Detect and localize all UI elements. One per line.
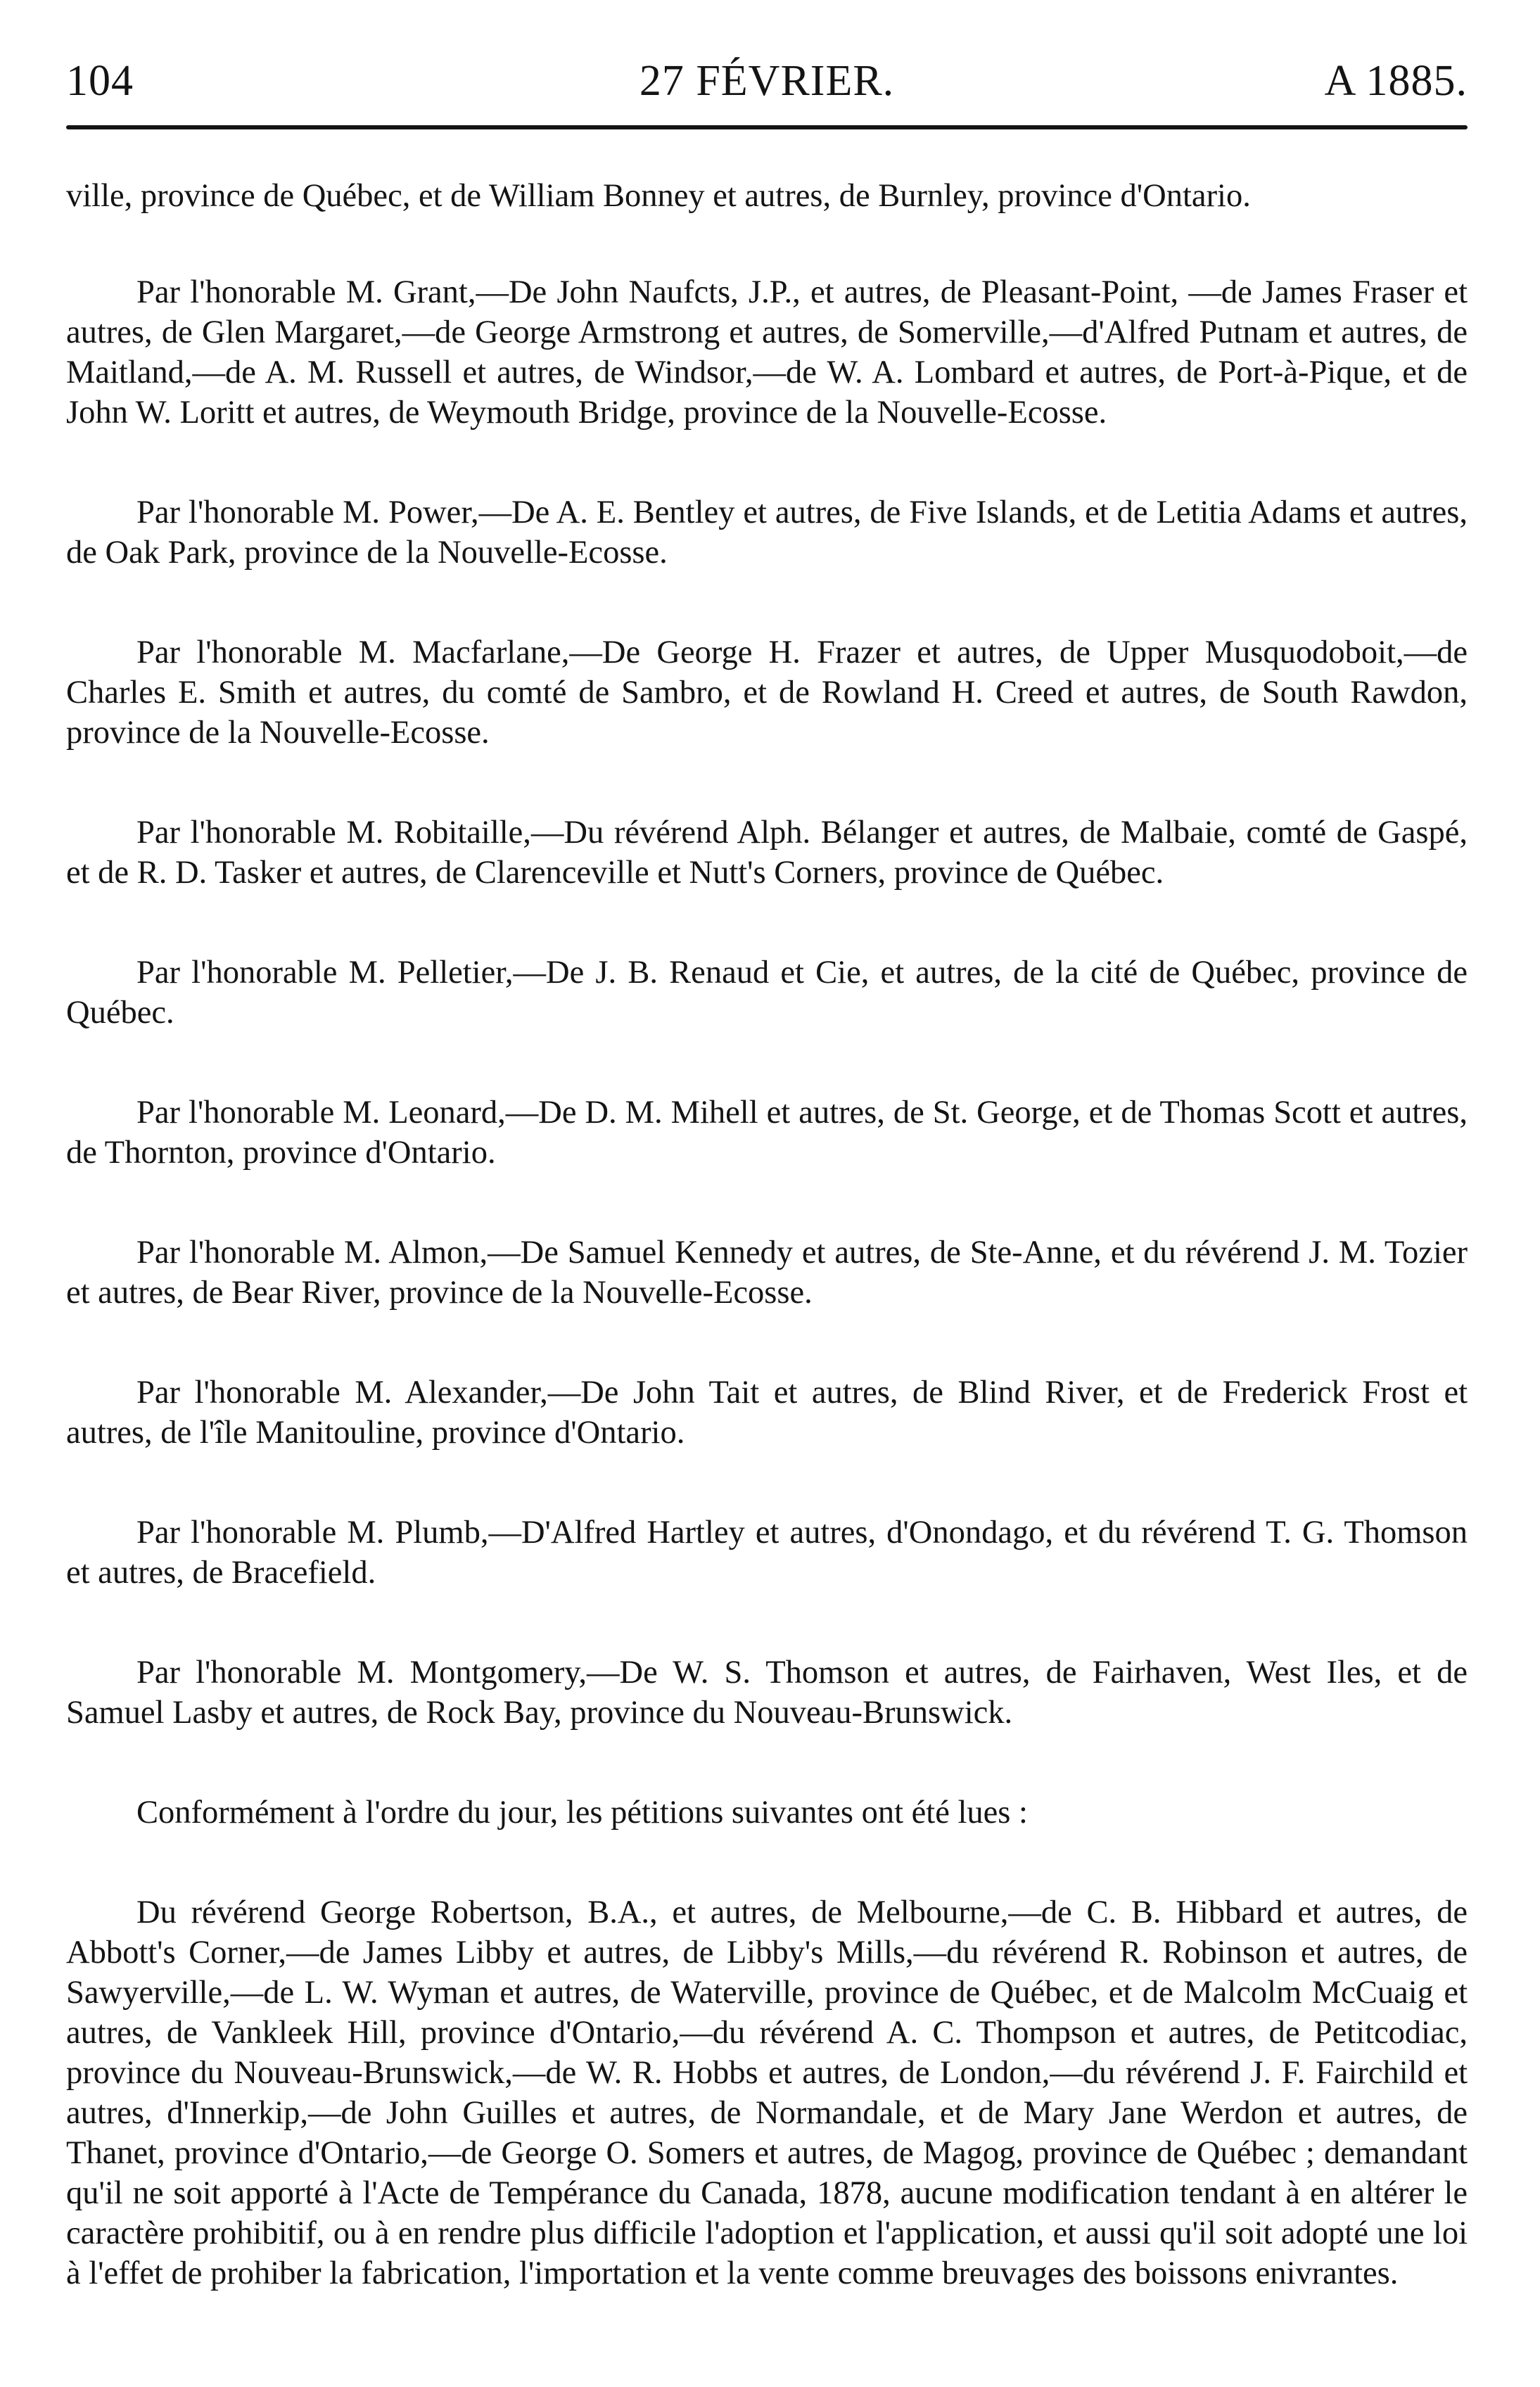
paragraph-petitions: Du révérend George Robertson, B.A., et autres, de Melbourne,—de C. B. Hibbard et autres, de Abbott's Corner,—de James Libby et autres, de Libby's Mills,—du révérend R. Robinson et autres, de Sawyerville,—de L. W. Wyman et autres, de Waterville, province de Québec, et de Malcolm McCuaig et autres, de Vankleek Hill, province d'Ontario,—du révérend A. C. Thompson et autres, de Petitcodiac, province du Nouveau-Brunswick,—de W. R. Hobbs et autres, de London,—du révérend J. F. Fairchild et autres, d'Innerkip,—de John Guilles et autres, de Normandale, et de Mary Jane Werdon et autres, de Thanet, province d'Ontario,—de George O. Somers et autres, de Magog, province de Québec ; demandant qu'il ne soit apporté à l'Acte de Tempérance du Canada, 1878, aucune modification tendant à en altérer le caractère prohibitif, ou à en rendre plus difficile l'adoption et l'application, et aussi qu'il soit adopté une loi à l'effet de prohiber la fabrication, l'importation et la vente comme breuvages des boissons enivrantes. bbox=[66, 1895, 1468, 2291]
paragraph-grant: Par l'honorable M. Grant,—De John Naufcts, J.P., et autres, de Pleasant-Point, —de James Fraser et autres, de Glen Margaret,—de George Armstrong et autres, de Somerville,—d'Alfred Putnam et autres, de Maitland,—de A. M. Russell et autres, de Windsor,—de W. A. Lombard et autres, de Port-à-Pique, et de John W. Loritt et autres, de Weymouth Bridge, province de la Nouvelle-Ecosse. bbox=[66, 274, 1468, 431]
body-text bbox=[66, 176, 1468, 2293]
paragraph-continuation: ville, province de Québec, et de William Bonney et autres, de Burnley, province d'Ontario. bbox=[66, 178, 1251, 214]
paragraph-leonard: Par l'honorable M. Leonard,—De D. M. Mihell et autres, de St. George, et de Thomas Scott et autres, de Thornton, province d'Ontario. bbox=[66, 1095, 1468, 1171]
page-date: 27 FÉVRIER. bbox=[639, 57, 895, 105]
header-rule bbox=[66, 124, 1468, 131]
page-year: A 1885. bbox=[1324, 57, 1468, 105]
paragraph-robitaille: Par l'honorable M. Robitaille,—Du révérend Alph. Bélanger et autres, de Malbaie, comté de Gaspé, et de R. D. Tasker et autres, de Clarenceville et Nutt's Corners, province de Québec. bbox=[66, 815, 1468, 891]
paragraph-montgomery: Par l'honorable M. Montgomery,—De W. S. Thomson et autres, de Fairhaven, West Iles, et de Samuel Lasby et autres, de Rock Bay, province du Nouveau-Brunswick. bbox=[66, 1655, 1468, 1731]
page-header bbox=[66, 42, 1468, 120]
paragraph-power: Par l'honorable M. Power,—De A. E. Bentley et autres, de Five Islands, et de Letitia Adams et autres, de Oak Park, province de la Nouvelle-Ecosse. bbox=[66, 495, 1468, 571]
paragraph-plumb: Par l'honorable M. Plumb,—D'Alfred Hartley et autres, d'Onondago, et du révérend T. G. Thomson et autres, de Bracefield. bbox=[66, 1515, 1468, 1591]
paragraph-pelletier: Par l'honorable M. Pelletier,—De J. B. Renaud et Cie, et autres, de la cité de Québec, province de Québec. bbox=[66, 955, 1468, 1031]
document-page bbox=[66, 42, 1468, 2293]
header-rule-thick bbox=[66, 125, 1468, 129]
paragraph-alexander: Par l'honorable M. Alexander,—De John Tait et autres, de Blind River, et de Frederick Frost et autres, de l'île Manitouline, province d'Ontario. bbox=[66, 1375, 1468, 1451]
paragraph-order-of-day: Conformément à l'ordre du jour, les pétitions suivantes ont été lues : bbox=[136, 1795, 1028, 1831]
paragraph-macfarlane: Par l'honorable M. Macfarlane,—De George H. Frazer et autres, de Upper Musquodoboit,—de Charles E. Smith et autres, du comté de Sambro, et de Rowland H. Creed et autres, de South Rawdon, province de la Nouvelle-Ecosse. bbox=[66, 635, 1468, 751]
paragraph-almon: Par l'honorable M. Almon,—De Samuel Kennedy et autres, de Ste-Anne, et du révérend J. M. Tozier et autres, de Bear River, province de la Nouvelle-Ecosse. bbox=[66, 1235, 1468, 1311]
page-number: 104 bbox=[66, 57, 134, 105]
